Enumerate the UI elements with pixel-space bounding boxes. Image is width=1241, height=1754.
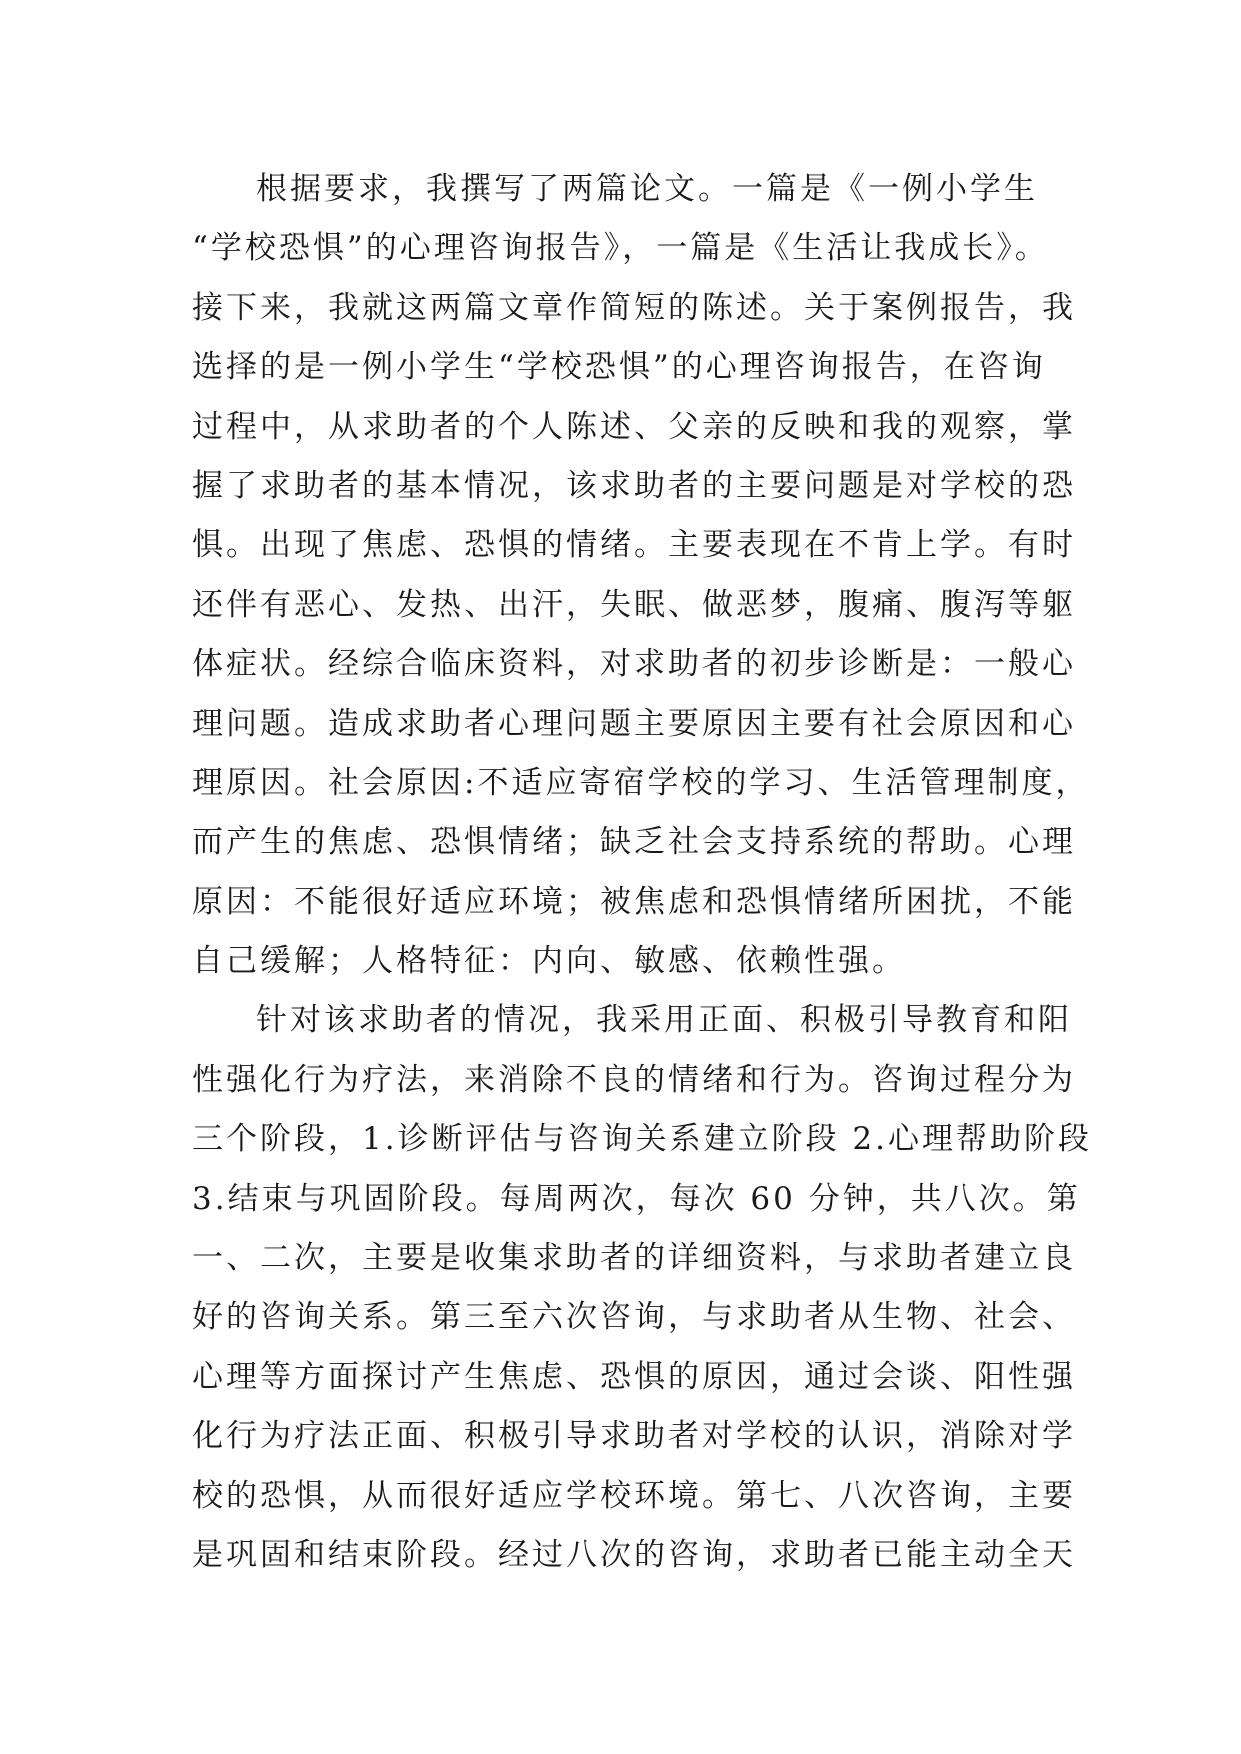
paragraph-2-line: 3.结束与巩固阶段。每周两次，每次 60 分钟，共八次。第 (192, 1180, 1081, 1217)
paragraph-2-line: 心理等方面探讨产生焦虑、恐惧的原因，通过会谈、阳性强 (192, 1358, 1076, 1395)
paragraph-2-line: 好的咨询关系。第三至六次咨询，与求助者从生物、社会、 (192, 1299, 1076, 1336)
paragraph-2-line: 性强化行为疗法，来消除不良的情绪和行为。咨询过程分为 (192, 1061, 1076, 1098)
paragraph-1-line: 而产生的焦虑、恐惧情绪；缺乏社会支持系统的帮助。心理 (192, 824, 1076, 861)
paragraph-2-line: 针对该求助者的情况，我采用正面、积极引导教育和阳 (256, 1002, 1072, 1039)
paragraph-2-line: 化行为疗法正面、积极引导求助者对学校的认识，消除对学 (192, 1418, 1076, 1455)
paragraph-1-line: 理问题。造成求助者心理问题主要原因主要有社会原因和心 (192, 705, 1076, 742)
paragraph-2-line: 是巩固和结束阶段。经过八次的咨询，求助者已能主动全天 (192, 1536, 1076, 1573)
paragraph-1-line: 选择的是一例小学生“学校恐惧”的心理咨询报告，在咨询 (192, 349, 1046, 386)
paragraph-1-line: 握了求助者的基本情况，该求助者的主要问题是对学校的恐 (192, 467, 1076, 504)
paragraph-2-line: 一、二次，主要是收集求助者的详细资料，与求助者建立良 (192, 1240, 1076, 1277)
paragraph-1-line: 体症状。经综合临床资料，对求助者的初步诊断是：一般心 (192, 646, 1076, 683)
paragraph-2-line: 三个阶段，1.诊断评估与咨询关系建立阶段 2.心理帮助阶段 (192, 1121, 1093, 1158)
paragraph-1-line: 接下来，我就这两篇文章作简短的陈述。关于案例报告，我 (192, 289, 1076, 326)
paragraph-1-line: 过程中，从求助者的个人陈述、父亲的反映和我的观察，掌 (192, 408, 1076, 445)
paragraph-1-line: 根据要求，我撰写了两篇论文。一篇是《一例小学生 (256, 171, 1038, 207)
paragraph-1-line: “学校恐惧”的心理咨询报告》，一篇是《生活让我成长》。 (192, 230, 1049, 267)
paragraph-1-line: 自己缓解；人格特征：内向、敏感、依赖性强。 (192, 943, 906, 980)
paragraph-2-line: 校的恐惧，从而很好适应学校环境。第七、八次咨询，主要 (192, 1477, 1076, 1514)
paragraph-1-line: 还伴有恶心、发热、出汗，失眠、做恶梦，腹痛、腹泻等躯 (192, 586, 1076, 623)
paragraph-1-line: 惧。出现了焦虑、恐惧的情绪。主要表现在不肯上学。有时 (192, 527, 1076, 564)
document-body (192, 160, 1093, 1585)
paragraph-1-line: 理原因。社会原因:不适应寄宿学校的学习、生活管理制度， (192, 764, 1090, 801)
paragraph-1-line: 原因：不能很好适应环境；被焦虑和恐惧情绪所困扰，不能 (192, 883, 1076, 920)
